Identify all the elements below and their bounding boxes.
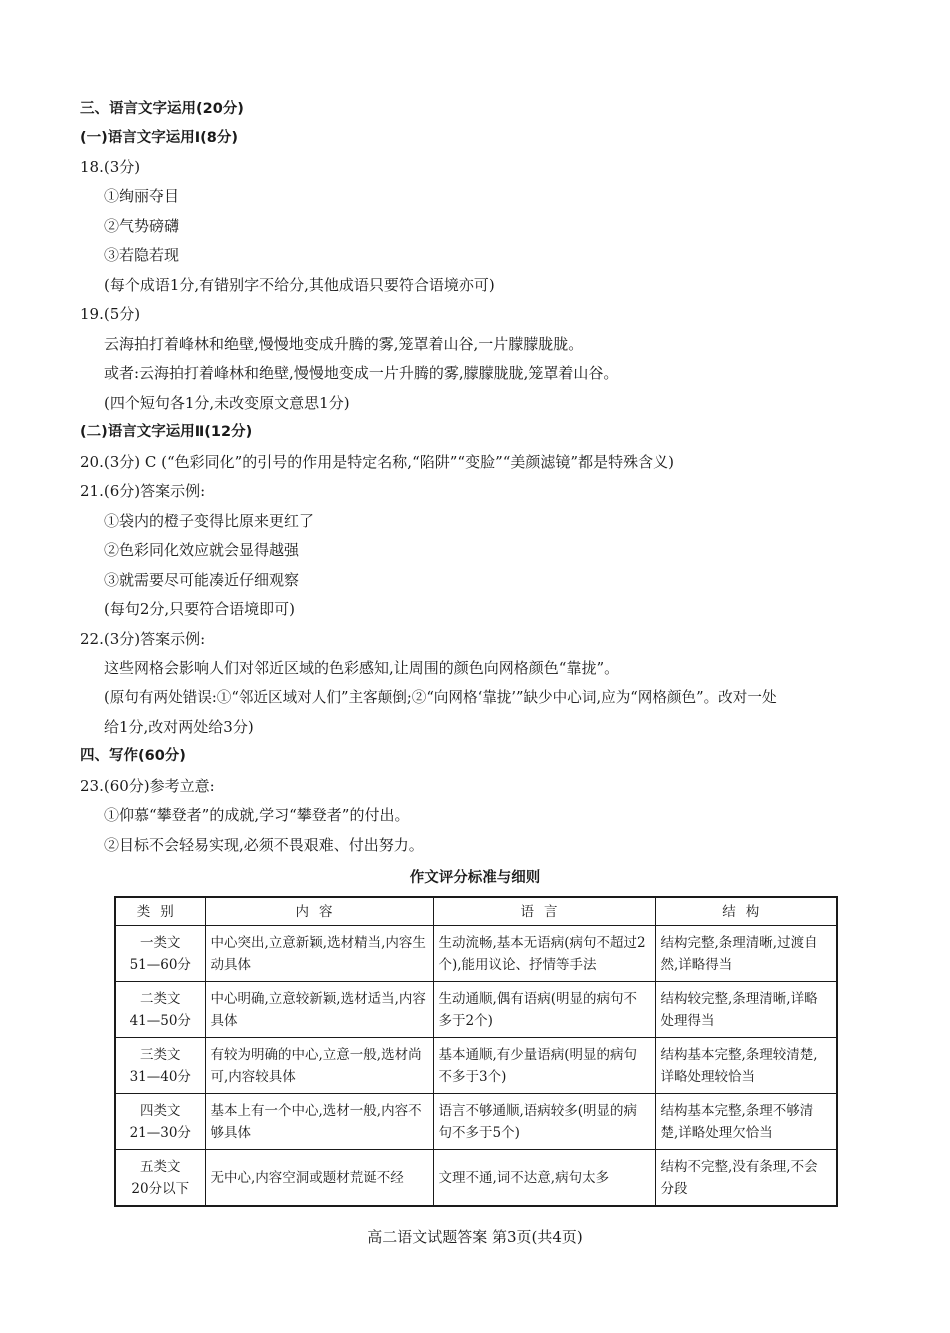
category-name: 五类文 [140,1158,181,1175]
q23-label: 23.(60分)参考立意: [80,777,215,795]
structure-cell: 结构不完整,没有条理,不会分段 [655,1150,837,1207]
category-cell [115,1150,205,1207]
table-row [115,982,837,1038]
content-cell: 无中心,内容空洞或题材荒诞不经 [205,1150,433,1207]
category-name: 二类文 [140,990,181,1007]
category-name: 四类文 [140,1102,181,1119]
header-category: 类别 [115,897,205,926]
q19-scoring-note: (四个短句各1分,未改变原文意思1分) [104,394,350,412]
subsection-one-heading: (一)语言文字运用Ⅰ(8分) [80,130,238,146]
table-row [115,926,837,982]
q21-answer-3: ③就需要尽可能凑近仔细观察 [104,571,300,589]
q18-answer-1: ①绚丽夺目 [104,187,180,205]
q19-answer-1: 云海拍打着峰林和绝壁,慢慢地变成升腾的雾,笼罩着山谷,一片朦朦胧胧。 [104,335,584,353]
structure-cell: 结构基本完整,条理较清楚,详略处理较恰当 [655,1038,837,1094]
structure-cell: 结构较完整,条理清晰,详略处理得当 [655,982,837,1038]
header-structure: 结构 [655,897,837,926]
q22-label: 22.(3分)答案示例: [80,630,206,648]
table-header-row [115,897,837,926]
q21-answer-2: ②色彩同化效应就会显得越强 [104,541,300,559]
q18-answer-3: ③若隐若现 [104,246,180,264]
header-language: 语言 [433,897,655,926]
q23-point-1: ①仰慕“攀登者”的成就,学习“攀登者”的付出。 [104,806,410,824]
category-cell [115,982,205,1038]
language-cell: 语言不够通顺,语病较多(明显的病句不多于5个) [433,1094,655,1150]
category-name: 三类文 [140,1046,181,1063]
section-four-heading: 四、写作(60分) [80,748,186,764]
q18-scoring-note: (每个成语1分,有错别字不给分,其他成语只要符合语境亦可) [104,276,495,294]
q21-label: 21.(6分)答案示例: [80,482,206,500]
q23-point-2: ②目标不会轻易实现,必须不畏艰难、付出努力。 [104,836,424,854]
q20-answer: 20.(3分) C (“色彩同化”的引号的作用是特定名称,“陷阱”“变脸”“美颜滤镜”都是特殊含义) [80,453,674,471]
category-score: 21—30分 [129,1124,191,1141]
q18-answer-2: ②气势磅礴 [104,217,180,235]
content-cell: 中心突出,立意新颖,选材精当,内容生动具体 [205,926,433,982]
category-score: 31—40分 [129,1068,191,1085]
subsection-two-heading: (二)语言文字运用Ⅱ(12分) [80,424,253,440]
structure-cell: 结构基本完整,条理不够清楚,详略处理欠恰当 [655,1094,837,1150]
grading-table-title: 作文评分标准与细则 [409,870,541,886]
page-footer: 高二语文试题答案 第3页(共4页) [367,1228,583,1246]
category-score: 20分以下 [131,1180,190,1197]
q22-scoring-note-cont: 给1分,改对两处给3分) [104,718,254,736]
section-three-heading: 三、语言文字运用(20分) [80,101,244,117]
content-cell: 有较为明确的中心,立意一般,选材尚可,内容较具体 [205,1038,433,1094]
language-cell: 生动流畅,基本无语病(病句不超过2个),能用议论、抒情等手法 [433,926,655,982]
table-row [115,1038,837,1094]
category-cell [115,926,205,982]
table-row [115,1150,837,1207]
category-cell [115,1094,205,1150]
category-score: 51—60分 [129,956,191,973]
q21-answer-1: ①袋内的橙子变得比原来更红了 [104,512,315,530]
structure-cell: 结构完整,条理清晰,过渡自然,详略得当 [655,926,837,982]
language-cell: 基本通顺,有少量语病(明显的病句不多于3个) [433,1038,655,1094]
table-row [115,1094,837,1150]
q21-scoring-note: (每句2分,只要符合语境即可) [104,600,296,618]
q18-label: 18.(3分) [80,158,141,176]
content-cell: 中心明确,立意较新颖,选材适当,内容具体 [205,982,433,1038]
grading-table [114,896,838,1207]
q19-answer-2: 或者:云海拍打着峰林和绝壁,慢慢地变成一片升腾的雾,朦朦胧胧,笼罩着山谷。 [104,364,619,382]
language-cell: 生动通顺,偶有语病(明显的病句不多于2个) [433,982,655,1038]
q22-answer: 这些网格会影响人们对邻近区域的色彩感知,让周围的颜色向网格颜色“靠拢”。 [104,659,620,677]
category-cell [115,1038,205,1094]
category-name: 一类文 [140,934,181,951]
q19-label: 19.(5分) [80,305,141,323]
header-content: 内容 [205,897,433,926]
content-cell: 基本上有一个中心,选材一般,内容不够具体 [205,1094,433,1150]
category-score: 41—50分 [129,1012,191,1029]
language-cell: 文理不通,词不达意,病句太多 [433,1150,655,1207]
q22-scoring-note: (原句有两处错误:①“邻近区域对人们”主客颠倒;②“向网格‘靠拢’”缺少中心词,应为“网格颜色”。改对一处 [104,689,777,706]
